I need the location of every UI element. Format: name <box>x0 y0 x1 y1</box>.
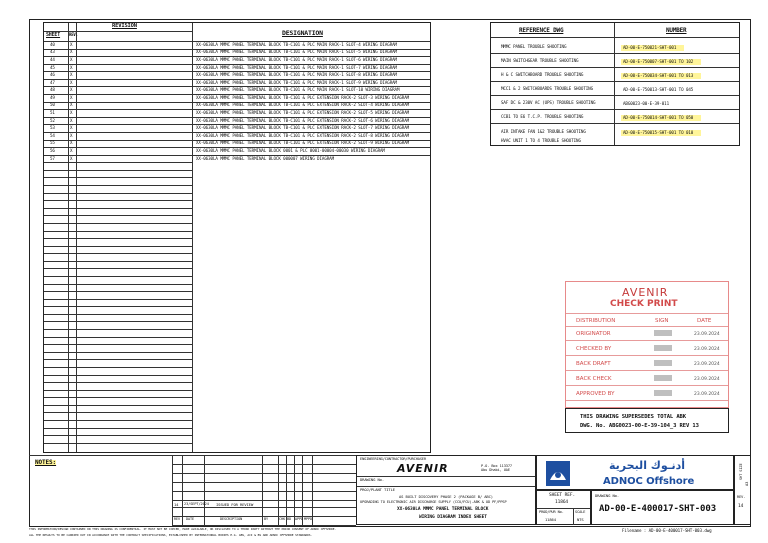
adnoc-block <box>536 455 734 490</box>
rev-grid-line <box>312 455 313 525</box>
index-row-designation: XX-0630LA MMMC PANEL TERMINAL BLOCK TB-C101 & PLC MAIN RACK-1 SLOT-7 WIRING DIAGRAM <box>196 64 397 70</box>
rev-grid-line <box>294 455 295 525</box>
index-row-line <box>44 162 192 163</box>
adnoc-name: ADNOC Offshore <box>603 476 695 487</box>
index-row-sheet: 56 <box>50 147 55 153</box>
index-row-line <box>44 337 192 338</box>
index-row-line <box>44 231 192 232</box>
index-row-mark: X <box>70 110 73 116</box>
index-row-designation: XX-0630LA MMMC PANEL TERMINAL BLOCK TB-C101 & PLC EXTENSION RACK-2 SLOT-8 WIRING DIAGRAM <box>196 132 410 138</box>
filename: Filename : AD-00-E-400017-SHT-003.dwg <box>622 528 712 533</box>
index-row-mark: X <box>70 117 73 123</box>
index-row-sheet: 43 <box>50 49 55 55</box>
index-row-line <box>44 170 192 171</box>
stamp-title: CHECK PRINT <box>610 299 678 309</box>
index-row-designation: XX-0630LA MMMC PANEL TERMINAL BLOCK TB-C101 & PLC EXTENSION RACK-2 SLOT-7 WIRING DIAGRAM <box>196 125 410 131</box>
rev-grid-line <box>172 455 356 456</box>
rev-number: 14 <box>174 502 179 507</box>
reference-dwg-number: AD-00-E-750007-SHT-001 TO 102 <box>621 59 701 65</box>
stamp-row-label: BACK DRAFT <box>576 361 611 367</box>
notes-label: NOTES: <box>35 459 57 466</box>
index-row-mark: X <box>70 49 73 55</box>
footer-line1: THIS INFORMATION/DESIGN CONTAINED ON THIS DRAWING IS CONFIDENTIAL. IT MUST NOT BE COPIED, MADE AVAILABLE, OR DISCLOSED TO A THIRD PARTY WITHOUT THE PRIOR CONSENT OF ADNOC OFFSHORE. <box>29 527 337 531</box>
revision-block <box>172 455 356 525</box>
designation-header: DESIGNATION <box>282 29 323 37</box>
reference-dwg-title: MCC1 & 2 SWITCHBOARDS TROUBLE SHOOTING <box>501 86 594 91</box>
stamp-signature <box>654 330 672 336</box>
reference-dwg-title: MMMC PANEL TROUBLE SHOOTING <box>501 44 567 49</box>
index-row-sheet: 52 <box>50 117 55 123</box>
reference-row-line <box>491 95 739 96</box>
sheet-size-label: SHT SIZE <box>739 463 743 480</box>
reference-dwg-table <box>490 22 740 146</box>
stamp-row-label: CHECKED BY <box>576 346 612 352</box>
reference-dwg-title: CCB1 TO E6 T.C.P. TROUBLE SHOOTING <box>501 114 584 119</box>
stamp-col-sign: SIGN <box>655 318 669 324</box>
stamp-row-line <box>566 385 728 386</box>
index-row-designation: XX-0630LA MMMC PANEL TERMINAL BLOCK TB-C101 & PLC EXTENSION RACK-2 SLOT-5 WIRING DIAGRAM <box>196 110 410 116</box>
rev-grid-line <box>172 482 356 483</box>
rev-size-block <box>734 455 751 525</box>
title-line2: UPGRADING TO ELECTRONIC AIR DISCHARGE SUPPLY (CCU/FCU)-ABK & OD PF/PPSP <box>360 500 507 504</box>
reference-row-line <box>491 53 739 54</box>
reference-dwg-number: AD-00-E-750013-SHT-001 TO 045 <box>623 87 694 92</box>
index-row-mark: X <box>70 94 73 100</box>
scale-value: NTS <box>577 517 584 522</box>
rev-grid-line <box>172 507 356 508</box>
title-line4: WIRING DIAGRAM INDEX SHEET <box>419 515 487 520</box>
check-print-stamp <box>565 281 729 408</box>
index-row-line <box>44 321 192 322</box>
rev-grid-line <box>172 464 356 465</box>
reference-dwg-number: AD-00-E-750034-SHT-001 TO 013 <box>621 73 701 79</box>
index-row-line <box>44 208 192 209</box>
footer-line2: ALL THE RESULTS TO BE CARRIED OUT IN ACCORDANCE WITH THE CONTRACT SPECIFICATIONS, ESTABLISHED BY INTERNATIONAL BODIES E.G. ABS, ACI & BS AND ADNOC OFFSHORE STANDARDS. <box>29 533 313 537</box>
contractor-label: ENGINEERING/CONTRACTOR/PURCHASER <box>360 457 427 461</box>
reference-row-line <box>491 81 739 82</box>
index-row-designation: XX-0630LA MMMC PANEL TERMINAL BLOCK TB-C101 & PLC EXTENSION RACK-2 SLOT-6 WIRING DIAGRAM <box>196 117 410 123</box>
stamp-row-date: 23.09.2024 <box>694 331 720 337</box>
index-row-sheet: 46 <box>50 72 55 78</box>
drawing-number-label: DRAWING No. <box>595 493 620 498</box>
rev-date: 23/SEPT/2024 <box>184 502 209 506</box>
rev-grid-line <box>262 455 263 525</box>
drawing-no-label: DRAWING No. <box>360 477 385 482</box>
index-row-line <box>44 291 192 292</box>
stamp-col-date: DATE <box>697 318 712 324</box>
stamp-row-label: BACK CHECK <box>576 376 612 382</box>
index-row-line <box>44 375 192 376</box>
index-row-line <box>44 177 192 178</box>
rev-header: REV. <box>69 32 78 37</box>
index-row-sheet: 57 <box>50 155 55 161</box>
stamp-col-distribution: DISTRIBUTION <box>576 318 616 324</box>
sheet-ref-label: SHEET REF. <box>549 493 576 498</box>
index-row-line <box>44 193 192 194</box>
stamp-row-date: 23.09.2024 <box>694 376 720 382</box>
drawing-number-value: AD-00-E-400017-SHT-003 <box>599 504 717 514</box>
index-row-sheet: 49 <box>50 94 55 100</box>
drawing-number-block <box>591 490 734 525</box>
rev-description: ISSUED FOR REVIEW <box>216 502 254 507</box>
stamp-row-label: APPROVED BY <box>576 391 615 397</box>
rev-header-cell: BD <box>287 517 292 521</box>
prod-value: 11864 <box>545 517 556 522</box>
contractor-address: P.O. Box 113377 Abu Dhabi, UAE <box>481 464 512 472</box>
index-row-mark: X <box>70 56 73 62</box>
reference-row-line <box>491 109 739 110</box>
index-row-line <box>44 223 192 224</box>
index-row-line <box>44 238 192 239</box>
sheet-header: SHEET <box>46 32 61 38</box>
rev-header-cell: APPD <box>295 517 304 521</box>
supersedes-box <box>565 408 729 433</box>
index-row-sheet: 55 <box>50 140 55 146</box>
index-row-designation: XX-0630LA MMMC PANEL TERMINAL BLOCK TB-C101 & PLC MAIN RACK-1 SLOT-6 WIRING DIAGRAM <box>196 56 397 62</box>
stamp-row-date: 23.09.2024 <box>694 346 720 352</box>
stamp-row-line <box>566 370 728 371</box>
index-row-mark: X <box>70 41 73 47</box>
index-row-line <box>44 352 192 353</box>
index-row-line <box>44 412 192 413</box>
stamp-row-line <box>566 355 728 356</box>
supersedes-line2: DWG. No. ABG0023-00-E-39-104_3 REV 13 <box>580 423 699 429</box>
index-row-line <box>44 306 192 307</box>
rev-header-cell: CHK <box>279 517 286 521</box>
index-row-designation: XX-0630LA MMMC PANEL TERMINAL BLOCK TB-C101 & PLC EXTENSION RACK-2 SLOT-4 WIRING DIAGRAM <box>196 102 410 108</box>
reference-dwg-number: AD-00-E-750014-SHT-001 TO 050 <box>621 115 701 121</box>
project-label: PROJ/PLANT TITLE <box>360 487 395 492</box>
index-row-designation: XX-0630LA MMMC PANEL TERMINAL BLOCK TB-C101 & PLC EXTENSION RACK-2 SLOT-9 WIRING DIAGRAM <box>196 140 410 146</box>
index-row-mark: X <box>70 79 73 85</box>
index-row-line <box>44 443 192 444</box>
index-row-line <box>44 185 192 186</box>
stamp-signature <box>654 390 672 396</box>
index-row-line <box>44 359 192 360</box>
index-row-mark: X <box>70 87 73 93</box>
rev-grid-line <box>286 455 287 525</box>
stamp-row-label: ORIGINATOR <box>576 331 611 337</box>
index-row-sheet: 44 <box>50 56 55 62</box>
index-row-designation: XX-0630LA MMMC PANEL TERMINAL BLOCK 0001 & PLC 0001-00004-00030 WIRING DIAGRAM <box>196 147 385 153</box>
index-row-line <box>44 390 192 391</box>
index-row-sheet: 45 <box>50 64 55 70</box>
stamp-signature <box>654 345 672 351</box>
rev-grid-line <box>172 455 173 525</box>
sheet-index-table <box>43 22 431 453</box>
index-row-designation: XX-0630LA MMMC PANEL TERMINAL BLOCK TB-C101 & PLC MAIN RACK-1 SLOT-8 WIRING DIAGRAM <box>196 72 397 78</box>
stamp-row-line <box>566 340 728 341</box>
index-row-mark: X <box>70 64 73 70</box>
index-row-line <box>44 200 192 201</box>
stamp-signature <box>654 375 672 381</box>
adnoc-arabic-name: أدنـوك البحرية <box>609 459 686 472</box>
index-row-sheet: 53 <box>50 125 55 131</box>
stamp-row-date: 23.09.2024 <box>694 391 720 397</box>
stamp-row-line <box>566 400 728 401</box>
index-row-line <box>44 268 192 269</box>
index-row-designation: XX-0630LA MMMC PANEL TERMINAL BLOCK TB-C101 & PLC MAIN RACK-1 SLOT-4 WIRING DIAGRAM <box>196 41 397 47</box>
stamp-row-date: 23.09.2024 <box>694 361 720 367</box>
rev-header-cell: REV <box>174 517 181 521</box>
index-row-sheet: 48 <box>50 87 55 93</box>
index-row-line <box>44 276 192 277</box>
reference-dwg-title: AIR INTAKE FAN 1&2 TROUBLE SHOOTING <box>501 129 586 134</box>
index-row-designation: XX-0630LA MMMC PANEL TERMINAL BLOCK TB-C101 & PLC EXTENSION RACK-2 SLOT-3 WIRING DIAGRAM <box>196 94 410 100</box>
reference-dwg-number: AD-00-E-750021-SHT-001 <box>621 45 684 51</box>
index-row-mark: X <box>70 155 73 161</box>
sheet-ref-value: 11864 <box>555 500 569 505</box>
rev-header-cell: MPPD <box>304 517 313 521</box>
index-row-line <box>44 253 192 254</box>
adnoc-emblem-icon <box>545 460 571 487</box>
rev-grid-line <box>204 455 205 525</box>
title-line3: XX-0630LA MMMC PANEL TERMINAL BLOCK <box>397 507 489 512</box>
sheet-size-value: A3 <box>744 481 749 486</box>
index-row-sheet: 40 <box>50 41 55 47</box>
rev-grid-line <box>278 455 279 525</box>
reference-dwg-title: SAF DC & 230V AC (UPS) TROUBLE SHOOTING <box>501 100 596 105</box>
reference-row-line <box>491 123 739 124</box>
rev-grid-line <box>172 500 356 501</box>
index-row-designation: XX-0630LA MMMC PANEL TERMINAL BLOCK TB-C101 & PLC MAIN RACK-1 SLOT-5 WIRING DIAGRAM <box>196 49 397 55</box>
index-row-line <box>44 246 192 247</box>
scale-label: SCALE <box>575 510 586 514</box>
reference-dwg-header: REFERENCE DWG <box>519 27 564 34</box>
index-row-mark: X <box>70 125 73 131</box>
number-header: NUMBER <box>666 27 687 34</box>
index-row-line <box>44 367 192 368</box>
index-row-designation: XX-0630LA MMMC PANEL TERMINAL BLOCK TB-C101 & PLC MAIN RACK-1 SLOT-10 WIRING DIAGRAM <box>196 87 400 93</box>
rev-grid-line <box>302 455 303 525</box>
contractor-logo: AVENIR <box>397 462 449 475</box>
index-row-mark: X <box>70 140 73 146</box>
reference-dwg-title: HVAC UNIT 1 TO 4 TROUBLE SHOOTING <box>501 138 581 143</box>
index-row-mark: X <box>70 102 73 108</box>
index-row-line <box>44 299 192 300</box>
rev-header-cell: DESCRIPTION <box>220 517 243 521</box>
rev-grid-line <box>172 473 356 474</box>
stamp-signature <box>654 360 672 366</box>
index-row-mark: X <box>70 72 73 78</box>
reference-dwg-number: ABG0023-00-E-39-011 <box>623 101 670 106</box>
index-row-line <box>44 397 192 398</box>
rev-header-cell: BY <box>264 517 269 521</box>
rev-header-cell: DATE <box>186 517 195 521</box>
index-row-line <box>44 284 192 285</box>
rev-grid-line <box>172 525 356 526</box>
index-row-line <box>44 215 192 216</box>
index-row-line <box>44 329 192 330</box>
index-row-designation: XX-0630LA MMMC PANEL TERMINAL BLOCK 000007 WIRING DIAGRAM <box>196 155 335 161</box>
index-row-sheet: 51 <box>50 110 55 116</box>
index-row-line <box>44 420 192 421</box>
prod-label: PROD/PUR No. <box>539 510 564 514</box>
reference-dwg-title: MAIN SWITCHGEAR TROUBLE SHOOTING <box>501 58 579 63</box>
title-line1: AS BUILT DISCOVERY PHASE 2 (PACKAGE B/ ABC) <box>399 494 493 499</box>
index-row-line <box>44 261 192 262</box>
reference-dwg-number: AD-00-E-750015-SHT-001 TO 010 <box>621 130 701 136</box>
index-row-sheet: 50 <box>50 102 55 108</box>
index-row-line <box>44 382 192 383</box>
index-row-line <box>44 344 192 345</box>
rev-grid-line <box>182 455 183 525</box>
revision-header: REVISION <box>112 23 137 29</box>
drawing-rev-value: 14 <box>738 504 744 509</box>
contractor-block <box>356 455 536 525</box>
index-row-designation: XX-0630LA MMMC PANEL TERMINAL BLOCK TB-C101 & PLC MAIN RACK-1 SLOT-9 WIRING DIAGRAM <box>196 79 397 85</box>
index-row-sheet: 47 <box>50 79 55 85</box>
reference-dwg-title: H & C SWITCHBOARD TROUBLE SHOOTING <box>501 72 584 77</box>
reference-row-line <box>491 67 739 68</box>
index-row-line <box>44 405 192 406</box>
index-row-line <box>44 435 192 436</box>
index-row-line <box>44 314 192 315</box>
drawing-rev-label: REV. <box>737 495 746 499</box>
index-row-line <box>44 428 192 429</box>
stamp-brand: AVENIR <box>622 286 669 299</box>
supersedes-line1: THIS DRAWING SUPERSEDES TOTAL ABK <box>580 414 686 420</box>
index-row-mark: X <box>70 132 73 138</box>
rev-grid-line <box>172 491 356 492</box>
index-row-sheet: 54 <box>50 132 55 138</box>
index-row-mark: X <box>70 147 73 153</box>
sheet-ref-block <box>536 490 591 525</box>
